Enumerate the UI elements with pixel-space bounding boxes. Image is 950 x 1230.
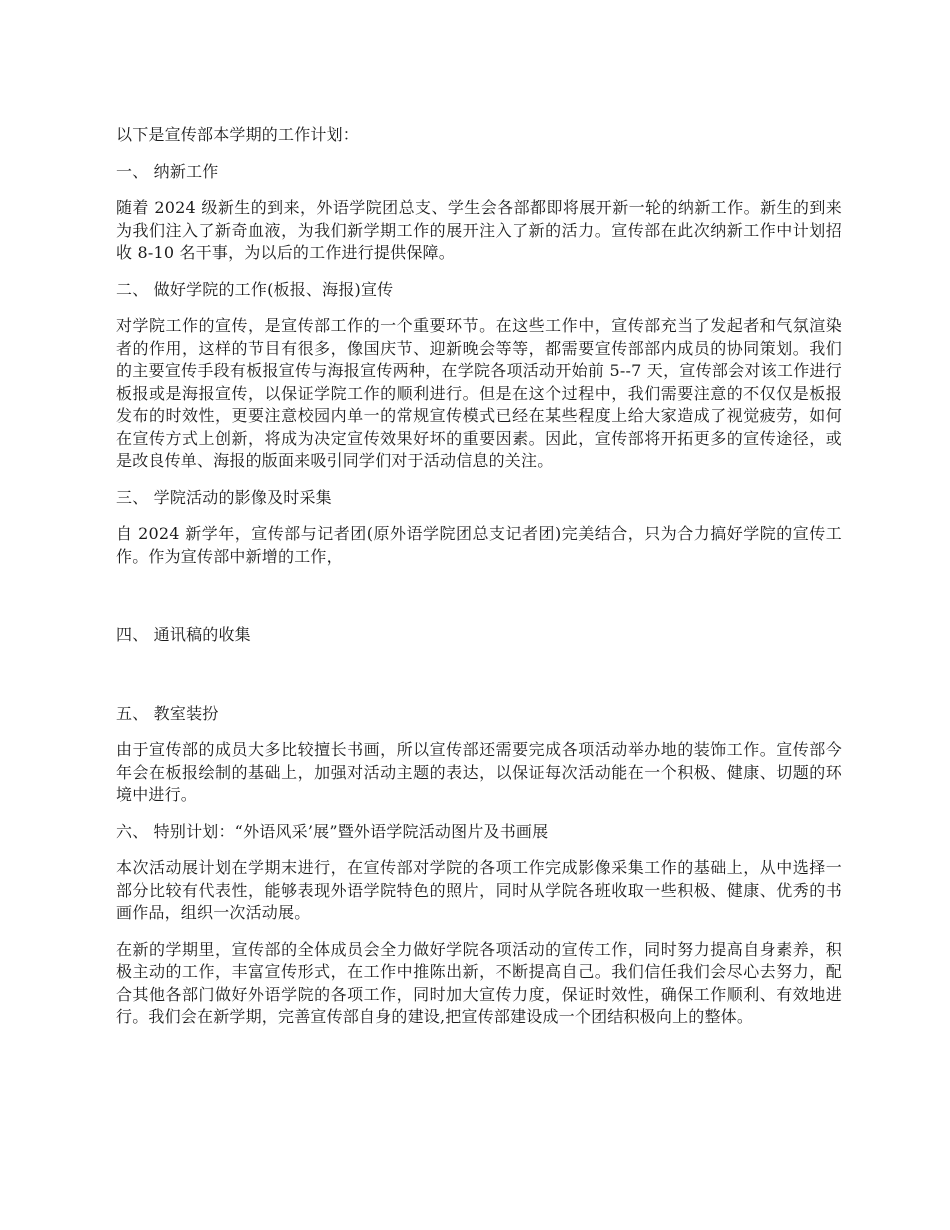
section-heading-1: 一、 纳新工作 bbox=[116, 161, 219, 181]
section-heading-4: 四、 通讯稿的收集 bbox=[116, 625, 251, 644]
document-body bbox=[116, 124, 842, 1029]
section-2-paragraph: 对学院工作的宣传，是宣传部工作的一个重要环节。在这些工作中，宣传部充当了发起者和气氛渲染者的作用，这样的节目有很多，像国庆节、迎新晚会等等，都需要宣传部部内成员的协同策划。我们的主要宣传手段有板报宣传与海报宣传两种，在学院各项活动开始前 5--7 天，宣传部会对该工作进行板报或是海报宣传，以保证学院工作的顺利进行。但是在这个过程中，我们需要注意的不仅仅是板报发布的时效性，更要注意校园内单一的常规宣传模式已经在某些程度上给大家造成了视觉疲劳，如何在宣传方式上创新，将成为决定宣传效果好坏的重要因素。因此，宣传部将开拓更多的宣传途径，或是改良传单、海报的版面来吸引同学们对于活动信息的关注。 bbox=[116, 316, 842, 470]
section-1-paragraph: 随着 2024 级新生的到来，外语学院团总支、学生会各部都即将展开新一轮的纳新工作。新生的到来为我们注入了新奇血液，为我们新学期工作的展开注入了新的活力。宣传部在此次纳新工作中计划招收 8-10 名干事，为以后的工作进行提供保障。 bbox=[116, 198, 842, 262]
section-heading-2: 二、 做好学院的工作(板报、海报)宣传 bbox=[116, 279, 394, 299]
section-3-paragraph: 自 2024 新学年，宣传部与记者团(原外语学院团总支记者团)完美结合，只为合力搞好学院的宣传工作。作为宣传部中新增的工作， bbox=[116, 524, 842, 566]
closing-paragraph: 在新的学期里，宣传部的全体成员会全力做好学院各项活动的宣传工作，同时努力提高自身素养，积极主动的工作，丰富宣传形式，在工作中推陈出新，不断提高自己。我们信任我们会尽心去努力，配合其他各部门做好外语学院的各项工作，同时加大宣传力度，保证时效性，确保工作顺利、有效地进行。我们会在新学期，完善宣传部自身的建设,把宣传部建设成一个团结积极向上的整体。 bbox=[116, 939, 842, 1026]
section-heading-5: 五、 教室装扮 bbox=[116, 703, 219, 723]
section-5-paragraph: 由于宣传部的成员大多比较擅长书画，所以宣传部还需要完成各项活动举办地的装饰工作。宣传部今年会在板报绘制的基础上，加强对活动主题的表达，以保证每次活动能在一个积极、健康、切题的环境中进行。 bbox=[116, 740, 842, 804]
section-heading-6: 六、 特别计划：“外语风采’展”暨外语学院活动图片及书画展 bbox=[116, 821, 549, 841]
intro-line: 以下是宣传部本学期的工作计划： bbox=[116, 125, 360, 144]
section-heading-3: 三、 学院活动的影像及时采集 bbox=[116, 487, 332, 507]
section-6-paragraph: 本次活动展计划在学期末进行，在宣传部对学院的各项工作完成影像采集工作的基础上，从中选择一部分比较有代表性，能够表现外语学院特色的照片，同时从学院各班收取一些积极、健康、优秀的书画作品，组织一次活动展。 bbox=[116, 858, 842, 922]
